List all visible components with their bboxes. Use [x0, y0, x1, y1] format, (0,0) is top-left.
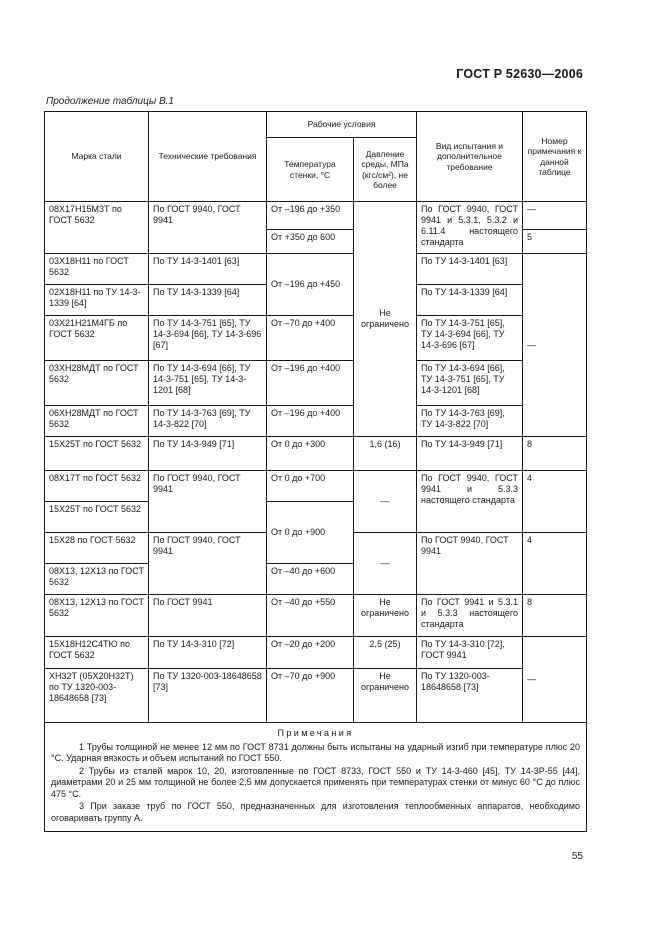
- table-cell-grade: 15Х25Т по ГОСТ 5632: [45, 437, 149, 471]
- table-cell-tech: По ТУ 14-3-310 [72]: [149, 637, 267, 669]
- table-cell-tech: По ГОСТ 9940, ГОСТ 9941: [149, 202, 267, 254]
- table-cell-temp: От –70 до +900: [267, 669, 354, 723]
- table-cell-grade: 06ХН28МДТ по ГОСТ 5632: [45, 406, 149, 437]
- table-cell-grade: 02Х18Н11 по ТУ 14-3-1339 [64]: [45, 285, 149, 316]
- table-cell-test: По ГОСТ 9940, ГОСТ 9941: [417, 533, 523, 595]
- notes-cell: [45, 723, 587, 832]
- table-cell-tech: По ТУ 1320-003-18648658 [73]: [149, 669, 267, 723]
- table-cell-grade: 08Х17Т по ГОСТ 5632: [45, 471, 149, 502]
- table-cell-temp: От –20 до +200: [267, 637, 354, 669]
- table-cell-tech: По ТУ 14-3-949 [71]: [149, 437, 267, 471]
- table-cell-test: По ТУ 14-3-310 [72], ГОСТ 9941: [417, 637, 523, 669]
- table-cell-note: 4: [523, 471, 587, 533]
- table-cell-tech: По ГОСТ 9940, ГОСТ 9941: [149, 533, 267, 595]
- table-cell-temp: От –40 до +600: [267, 564, 354, 595]
- table-cell-temp: От –196 до +400: [267, 361, 354, 406]
- header-pressure: Давление среды, МПа (кгс/см²), не более: [354, 138, 417, 202]
- table-cell-grade: 08Х13, 12Х13 по ГОСТ 5632: [45, 564, 149, 595]
- table-cell-tech: По ТУ 14-3-1401 [63]: [149, 254, 267, 285]
- table-cell-pressure: Не ограничено: [354, 595, 417, 637]
- table-cell-tech: По ТУ 14-3-751 [65], ТУ 14-3-694 [66], ТУ 14-3-696 [67]: [149, 316, 267, 361]
- header-note-number: Номер примечания к данной таблице: [523, 112, 587, 202]
- table-cell-grade: 15Х25Т по ГОСТ 5632: [45, 502, 149, 533]
- table-cell-grade: 03ХН28МДТ по ГОСТ 5632: [45, 361, 149, 406]
- table-cell-grade: ХН32Т (05Х20Н32Т) по ТУ 1320-003-18648658 [73]: [45, 669, 149, 723]
- header-working-conditions: Рабочие условия: [267, 112, 417, 138]
- table-cell-pressure: 1,6 (16): [354, 437, 417, 471]
- header-temperature: Температура стенки, °С: [267, 138, 354, 202]
- table-cell-test: По ГОСТ 9941 и 5.3.1 и 5.3.3 настоящего стандарта: [417, 595, 523, 637]
- table-cell-temp: От –70 до +400: [267, 316, 354, 361]
- table-cell-tech: По ТУ 14-3-763 [69], ТУ 14-3-822 [70]: [149, 406, 267, 437]
- table-cell-grade: 03Х18Н11 по ГОСТ 5632: [45, 254, 149, 285]
- note-1: 1 Трубы толщиной не менее 12 мм по ГОСТ 8731 должны быть испытаны на ударный изгиб при температуре плюс 20 °С. Ударная вязкость и объем испытаний по ГОСТ 550.: [51, 741, 580, 763]
- header-tech-requirements: Технические требования: [149, 112, 267, 202]
- table-cell-grade: 15Х28 по ГОСТ 5632: [45, 533, 149, 564]
- table-cell-test: По ТУ 14-3-694 [66], ТУ 14-3-751 [65], ТУ 14-3-1201 [68]: [417, 361, 523, 406]
- table-cell-pressure: Не ограничено: [354, 202, 417, 437]
- table-cell-temp: От 0 до +700: [267, 471, 354, 502]
- table-cell-tech: По ГОСТ 9941: [149, 595, 267, 637]
- table-caption: Продолжение таблицы В.1: [46, 96, 174, 107]
- table-cell-grade: 03Х21Н21М4ГБ по ГОСТ 5632: [45, 316, 149, 361]
- table-cell-note: 5: [523, 230, 587, 254]
- table-cell-temp: От +350 до 600: [267, 230, 354, 254]
- table-cell-grade: 15Х18Н12С4ТЮ по ГОСТ 5632: [45, 637, 149, 669]
- header-test-type: Вид испытания и дополнительное требование: [417, 112, 523, 202]
- table-cell-temp: От –196 до +450: [267, 254, 354, 316]
- table-cell-note: 8: [523, 595, 587, 637]
- table-cell-test: По ГОСТ 9940, ГОСТ 9941 и 5.3.3 настоящего стандарта: [417, 471, 523, 533]
- table-cell-note: 8: [523, 437, 587, 471]
- notes-title: Примечания: [277, 728, 354, 738]
- table-cell-test: По ТУ 1320-003-18648658 [73]: [417, 669, 523, 723]
- table-cell-tech: По ТУ 14-3-1339 [64]: [149, 285, 267, 316]
- header-grade: Марка стали: [45, 112, 149, 202]
- table-cell-test: По ГОСТ 9940, ГОСТ 9941 и 5.3.1, 5.3.2 и 6.11.4 настоящего стандарта: [417, 202, 523, 254]
- table-cell-grade: 08Х17Н15М3Т по ГОСТ 5632: [45, 202, 149, 254]
- table-cell-temp: От –196 до +350: [267, 202, 354, 230]
- table-cell-pressure: Не ограничено: [354, 669, 417, 723]
- table-cell-test: По ТУ 14-3-751 [65], ТУ 14-3-694 [66], ТУ 14-3-696 [67]: [417, 316, 523, 361]
- table-cell-temp: От 0 до +900: [267, 502, 354, 564]
- table-cell-test: По ТУ 14-3-1339 [64]: [417, 285, 523, 316]
- document-id: ГОСТ Р 52630—2006: [456, 67, 583, 81]
- table-cell-note: —: [523, 202, 587, 230]
- table-cell-note: —: [523, 254, 587, 437]
- table-cell-test: По ТУ 14-3-949 [71]: [417, 437, 523, 471]
- table-cell-test: По ТУ 14-3-1401 [63]: [417, 254, 523, 285]
- note-2: 2 Трубы из сталей марок 10, 20, изготовленные по ГОСТ 8733, ГОСТ 550 и ТУ 14-3-460 [45], ТУ 14-3Р-55 [44], диаметрами 20 и 25 мм толщиной не более 2,5 мм допускается применять при температурах стенки от минус 60 °С до плюс 475 °С.: [51, 765, 580, 799]
- page-number: 55: [571, 851, 583, 862]
- table-cell-grade: 08Х13, 12Х13 по ГОСТ 5632: [45, 595, 149, 637]
- steel-grades-table: [44, 111, 587, 832]
- table-cell-test: По ТУ 14-3-763 [69], ТУ 14-3-822 [70]: [417, 406, 523, 437]
- table-cell-tech: По ГОСТ 9940, ГОСТ 9941: [149, 471, 267, 533]
- table-cell-temp: От –196 до +400: [267, 406, 354, 437]
- table-cell-note: 4: [523, 533, 587, 595]
- note-3: 3 При заказе труб по ГОСТ 550, предназначенных для изготовления теплообменных аппаратов, необходимо оговаривать группу А.: [51, 801, 580, 823]
- table-cell-temp: От 0 до +300: [267, 437, 354, 471]
- table-cell-tech: По ТУ 14-3-694 [66], ТУ 14-3-751 [65], ТУ 14-3-1201 [68]: [149, 361, 267, 406]
- table-cell-temp: От –40 до +550: [267, 595, 354, 637]
- table-cell-pressure: —: [354, 533, 417, 595]
- table-cell-note: —: [523, 637, 587, 723]
- table-cell-pressure: 2,5 (25): [354, 637, 417, 669]
- table-cell-pressure: —: [354, 471, 417, 533]
